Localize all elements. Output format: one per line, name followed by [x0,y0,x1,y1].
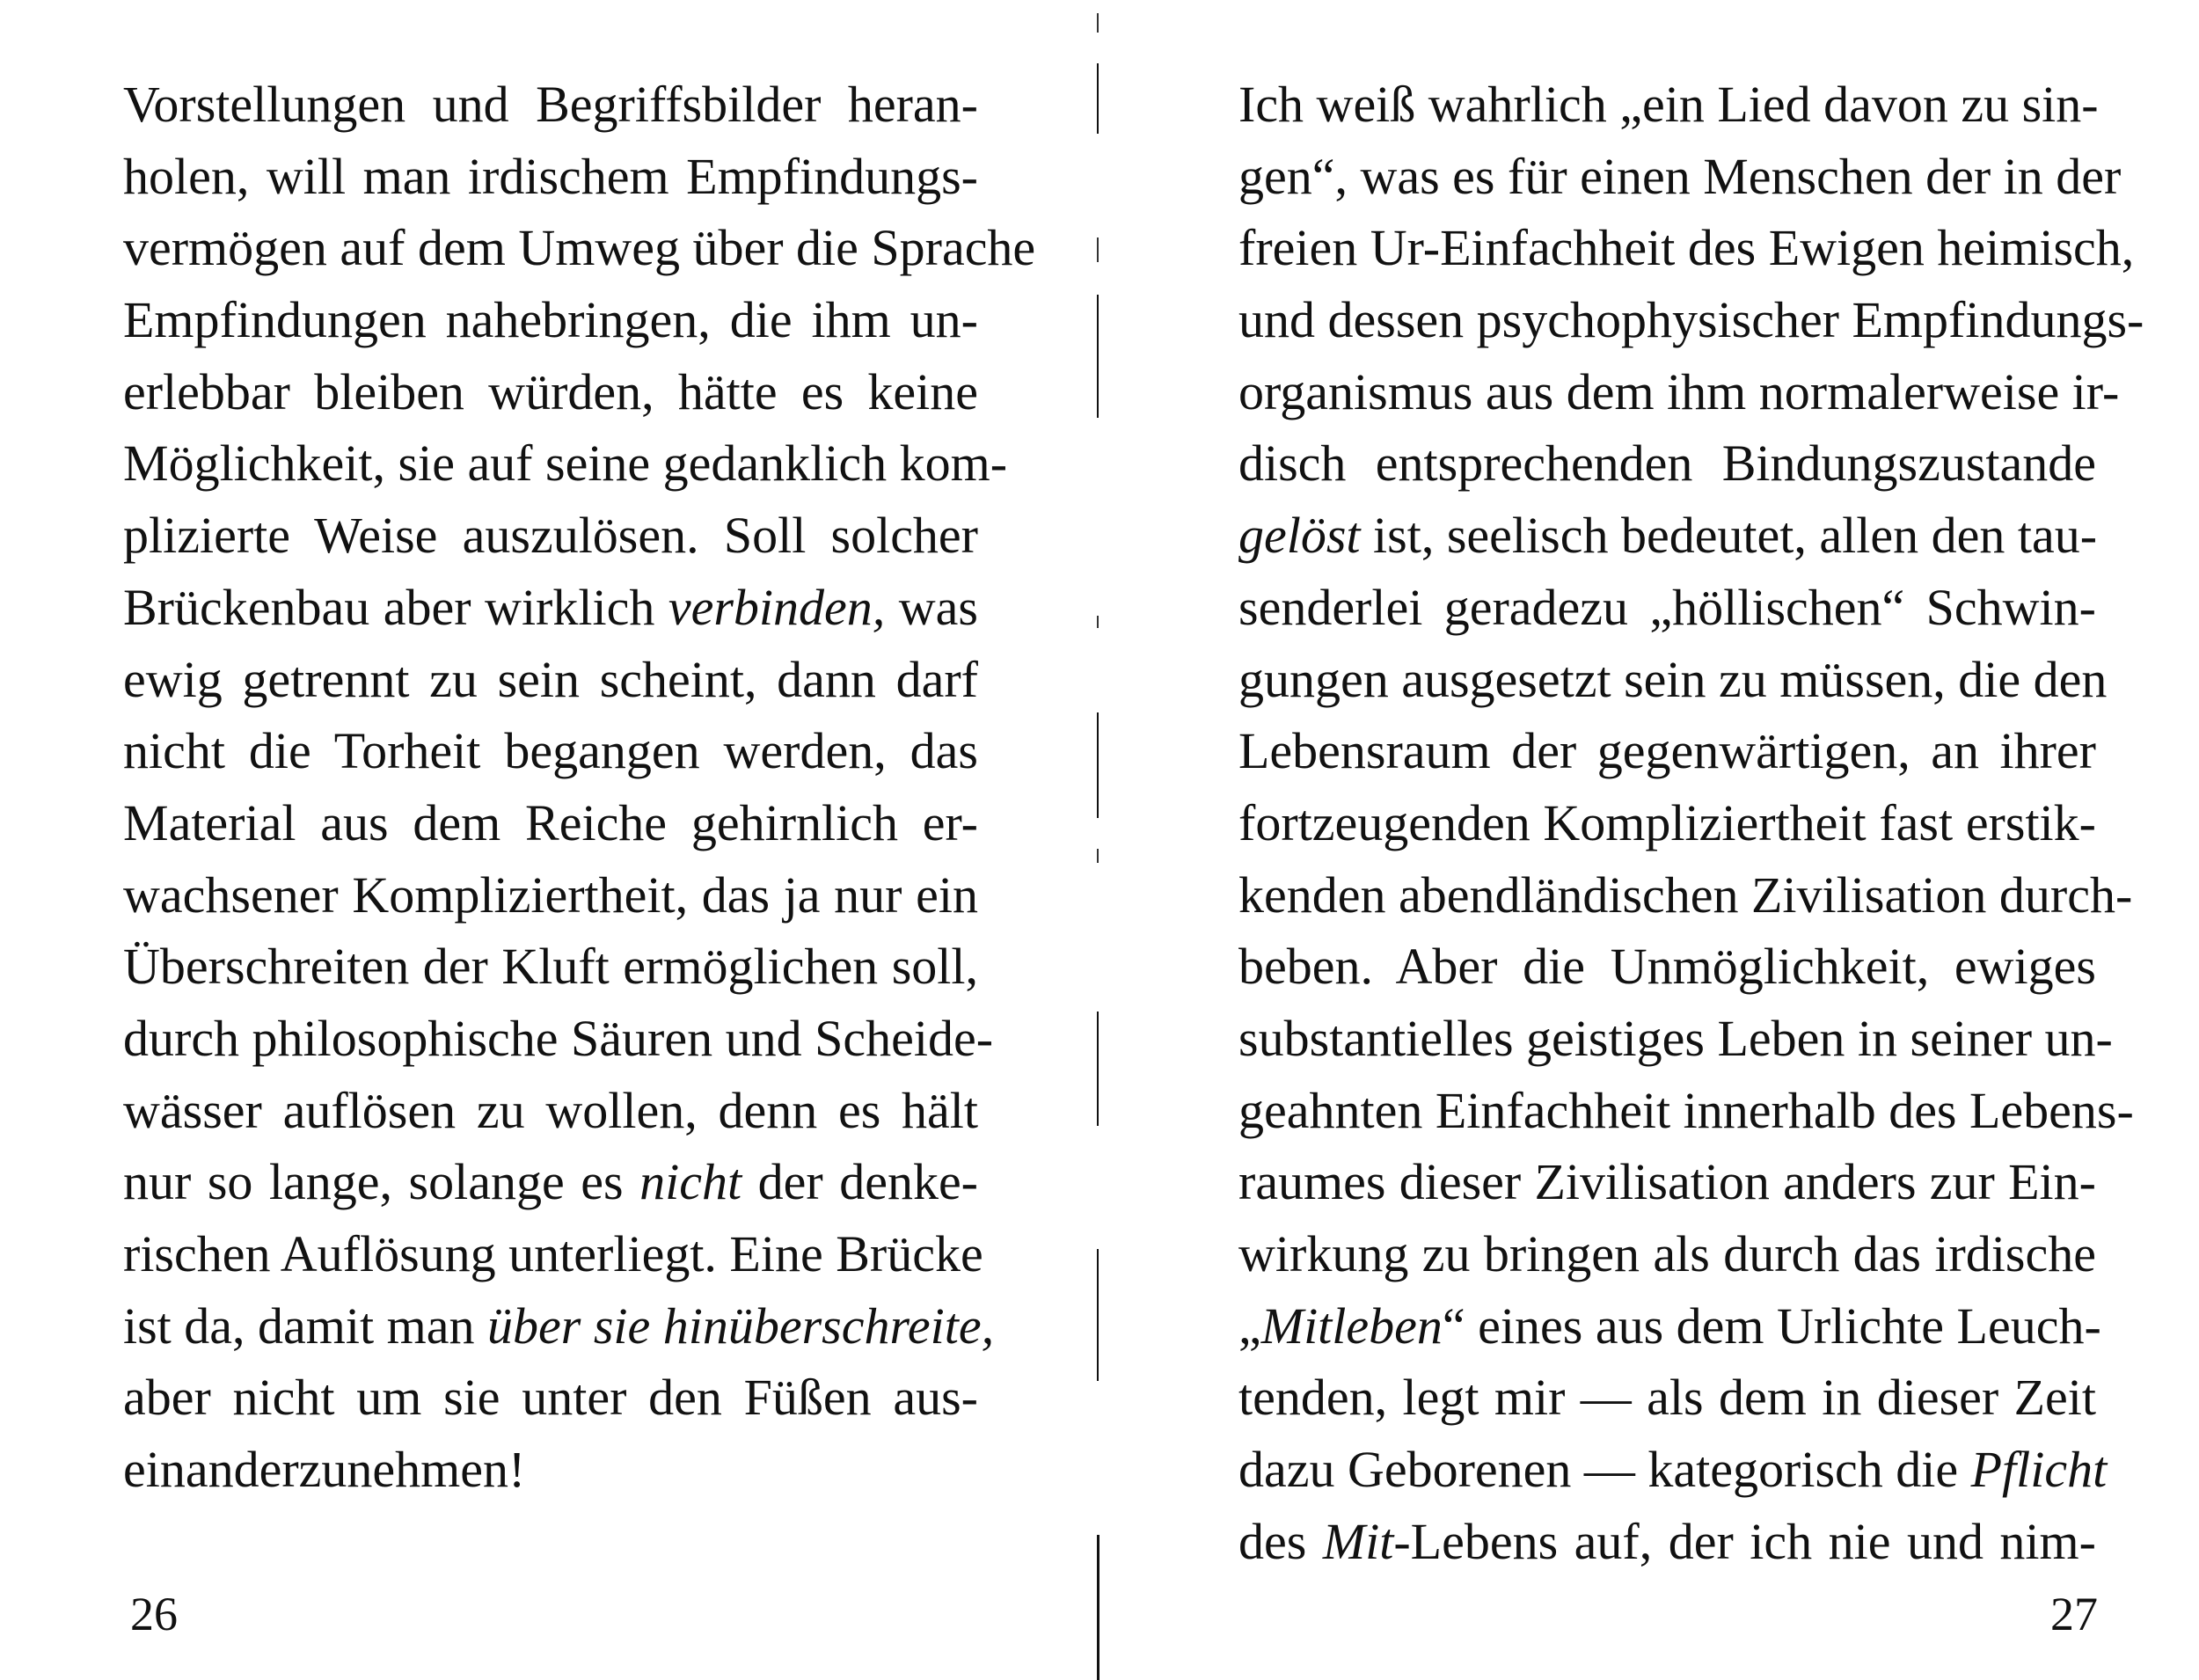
gutter-mark [1097,712,1099,818]
text-run: wachsener Kompliziertheit, das ja nur ein [123,866,978,924]
gutter-mark [1097,295,1099,418]
page-number-right: 27 [2050,1588,2098,1640]
text-line [1238,356,2120,428]
text-line [1238,141,2122,213]
text-run: organismus aus dem ihm normalerweise ir- [1238,362,2120,420]
text-line [123,212,1036,284]
italic-text: nicht [639,1153,742,1211]
text-line [1238,500,2096,572]
text-line [1238,787,2096,859]
italic-text: gelöst [1238,507,1361,565]
text-line [123,1075,978,1147]
text-line [1238,1434,2108,1506]
text-run: nur so lange, solange es [123,1153,640,1211]
text-line [1238,1362,2096,1434]
text-line [1238,1075,2134,1147]
text-line [1238,644,2108,716]
text-run: rischen Auflösung unterliegt. Eine Brücke [123,1225,983,1282]
gutter-mark [1097,1535,1100,1680]
text-line [1238,1003,2113,1075]
text-line [123,284,978,356]
right-page [1100,0,2199,1680]
text-line [1238,1218,2096,1290]
italic-text: Pflicht [1970,1441,2108,1499]
text-run: Vorstellungen und Begriffsbilder heran- [123,76,978,133]
text-line [123,427,1008,500]
text-run: durch philosophische Säuren und Scheide- [123,1009,994,1067]
text-run: wässer auflösen zu wollen, denn es hält [123,1081,978,1139]
text-run: was [885,578,978,636]
text-line [1238,1146,2096,1218]
text-run: geahnten Einfachheit innerhalb des Lebens- [1238,1081,2134,1139]
text-line [123,715,978,787]
text-run: substantielles geistiges Leben in seiner un- [1238,1009,2113,1067]
text-line [1238,1290,2101,1362]
text-line [1238,931,2096,1003]
text-run: Ich weiß wahrlich „ein Lied davon zu sin- [1238,76,2099,133]
text-line [1238,284,2144,356]
text-run: dazu Geborenen — kategorisch die [1238,1441,1971,1499]
text-line [123,69,978,141]
gutter-mark [1097,1012,1099,1126]
left-page-text [123,69,1036,1506]
text-line [123,572,978,644]
text-line [1238,1506,2096,1578]
text-run: Empfindungen nahebringen, die ihm un- [123,291,978,349]
italic-text: verbinden, [668,578,886,636]
text-line [123,787,978,859]
text-line [1238,859,2133,931]
text-line [123,1290,995,1362]
text-run: wirkung zu bringen als durch das irdische [1238,1225,2096,1282]
text-line [123,1003,994,1075]
text-run: nicht die Torheit begangen werden, das [123,722,978,780]
text-run: ist, seelisch bedeutet, allen den tau- [1360,507,2098,565]
text-run: freien Ur-Einfachheit des Ewigen heimisch, [1238,219,2135,277]
text-run: fortzeugenden Kompliziertheit fast erstik- [1238,793,2096,851]
italic-text: über sie hinüberschreite, [487,1297,995,1355]
text-run: ist da, damit man [123,1297,487,1355]
text-run: gen“, was es für einen Menschen der in der [1238,147,2122,205]
text-run: vermögen auf dem Umweg über die Sprache [123,219,1036,277]
italic-text: Mit [1322,1512,1394,1570]
text-run: erlebbar bleiben würden, hätte es keine [123,362,978,420]
text-run: senderlei geradezu „höllischen“ Schwin- [1238,578,2096,636]
text-run: des [1238,1512,1323,1570]
text-run: Möglichkeit, sie auf seine gedanklich kom- [123,435,1008,493]
page-number-left: 26 [130,1588,178,1640]
text-line [123,644,978,716]
text-line [123,1434,978,1506]
gutter-mark [1097,616,1099,628]
text-line [123,1146,978,1218]
text-run: und dessen psychophysischer Empfindungs- [1238,291,2144,349]
text-run: gungen ausgesetzt sein zu müssen, die den [1238,650,2108,708]
text-run: Überschreiten der Kluft ermöglichen soll, [123,938,978,996]
text-run: der denke- [742,1153,979,1211]
gutter-mark [1097,849,1099,863]
text-line [1238,69,2099,141]
gutter-mark [1097,237,1099,262]
text-run: einanderzunehmen! [123,1441,526,1499]
text-line [123,1362,978,1434]
text-run: disch entsprechenden Bindungszustande [1238,435,2096,493]
gutter-mark [1097,63,1099,134]
text-line [1238,715,2096,787]
italic-text: Mitleben [1260,1297,1443,1355]
text-run: Material aus dem Reiche gehirnlich er- [123,793,978,851]
text-run: aber nicht um sie unter den Füßen aus- [123,1369,978,1427]
text-run: kenden abendländischen Zivilisation durch- [1238,866,2133,924]
text-run: plizierte Weise auszulösen. Soll solcher [123,507,978,565]
text-run: Lebensraum der gegenwärtigen, an ihrer [1238,722,2096,780]
text-run: -Lebens auf, der ich nie und nim- [1393,1512,2096,1570]
text-run: ewig getrennt zu sein scheint, dann darf [123,650,978,708]
text-run: „ [1238,1297,1261,1355]
text-run: beben. Aber die Unmöglichkeit, ewiges [1238,938,2096,996]
text-run: holen, will man irdischem Empfindungs- [123,147,978,205]
text-line [1238,212,2135,284]
text-run: tenden, legt mir — als dem in dieser Zeit [1238,1369,2096,1427]
right-page-text [1238,69,2144,1577]
text-run: raumes dieser Zivilisation anders zur Ein- [1238,1153,2096,1211]
text-line [123,500,978,572]
text-line [123,356,978,428]
text-line [1238,572,2096,644]
text-line [1238,427,2096,500]
text-run: “ eines aus dem Urlichte Leuch- [1442,1297,2101,1355]
text-run: Brückenbau aber wirklich [123,578,668,636]
gutter-mark [1097,13,1099,33]
text-line [123,931,978,1003]
text-line [123,141,978,213]
gutter-mark [1097,1249,1099,1381]
text-line [123,859,978,931]
text-line [123,1218,983,1290]
